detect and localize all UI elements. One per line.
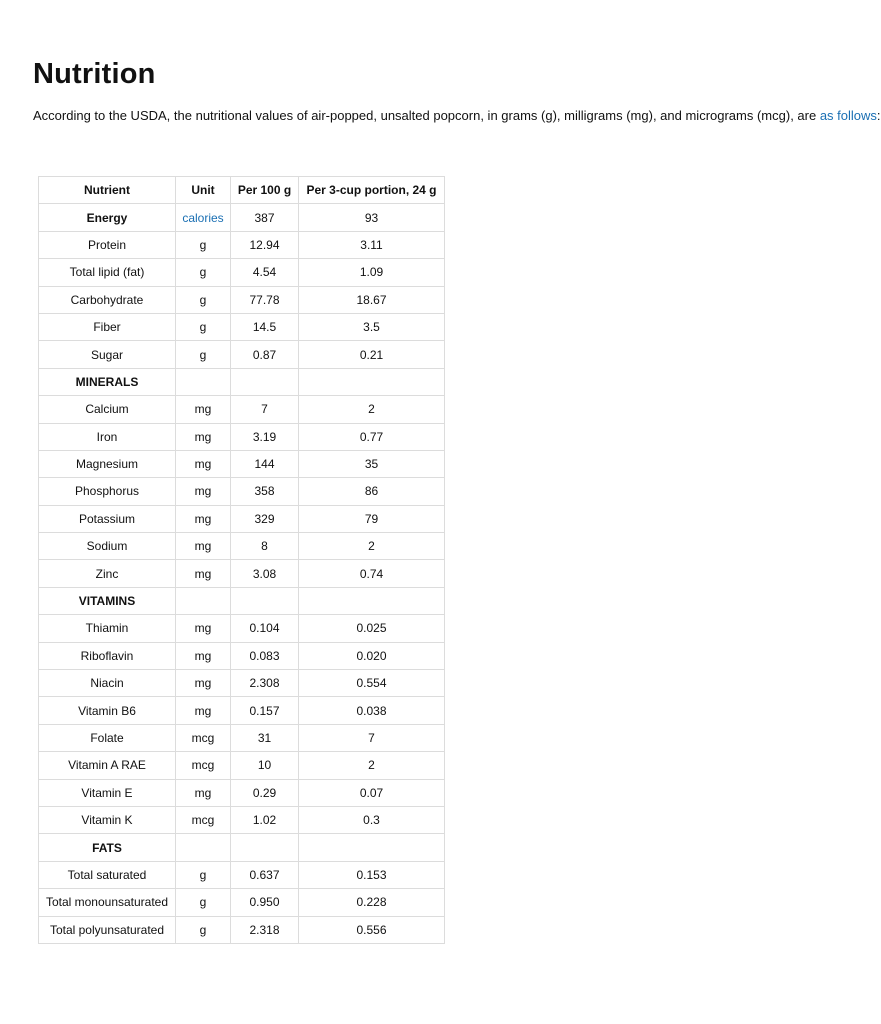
cell-per-portion (299, 368, 445, 395)
cell-per-portion: 3.5 (299, 313, 445, 340)
cell-nutrient: Phosphorus (39, 478, 176, 505)
cell-per-100g: 0.950 (231, 889, 299, 916)
cell-per-portion: 2 (299, 533, 445, 560)
cell-nutrient: Total polyunsaturated (39, 916, 176, 943)
table-row (39, 752, 445, 779)
cell-per-portion: 0.77 (299, 423, 445, 450)
cell-nutrient: Vitamin B6 (39, 697, 176, 724)
cell-unit: mg (176, 670, 231, 697)
cell-unit: mg (176, 533, 231, 560)
cell-per-portion: 35 (299, 450, 445, 477)
table-row (39, 861, 445, 888)
table-row (39, 533, 445, 560)
table-row (39, 697, 445, 724)
cell-per-portion: 0.556 (299, 916, 445, 943)
cell-unit: g (176, 259, 231, 286)
cell-nutrient: Protein (39, 231, 176, 258)
cell-nutrient: Vitamin A RAE (39, 752, 176, 779)
cell-per-portion: 79 (299, 505, 445, 532)
cell-per-100g: 0.87 (231, 341, 299, 368)
table-row (39, 368, 445, 395)
cell-nutrient: Carbohydrate (39, 286, 176, 313)
table-row (39, 889, 445, 916)
cell-per-100g: 0.104 (231, 615, 299, 642)
cell-per-100g (231, 587, 299, 614)
nutrition-table (38, 176, 445, 944)
cell-nutrient: Folate (39, 724, 176, 751)
cell-nutrient: Zinc (39, 560, 176, 587)
cell-nutrient: Calcium (39, 396, 176, 423)
cell-per-portion: 0.21 (299, 341, 445, 368)
cell-nutrient: FATS (39, 834, 176, 861)
cell-per-portion: 0.038 (299, 697, 445, 724)
cell-per-portion: 0.153 (299, 861, 445, 888)
cell-unit: mcg (176, 752, 231, 779)
cell-unit: mg (176, 478, 231, 505)
cell-per-100g: 77.78 (231, 286, 299, 313)
table-row (39, 587, 445, 614)
cell-nutrient: Vitamin K (39, 806, 176, 833)
table-row (39, 916, 445, 943)
table-row (39, 834, 445, 861)
cell-per-portion: 0.020 (299, 642, 445, 669)
cell-per-portion: 1.09 (299, 259, 445, 286)
cell-nutrient: Total lipid (fat) (39, 259, 176, 286)
intro-paragraph (33, 106, 881, 125)
cell-per-portion: 3.11 (299, 231, 445, 258)
cell-per-100g: 12.94 (231, 231, 299, 258)
cell-per-100g: 4.54 (231, 259, 299, 286)
header-per-portion: Per 3-cup portion, 24 g (299, 177, 445, 204)
cell-per-portion: 0.025 (299, 615, 445, 642)
cell-nutrient: Sugar (39, 341, 176, 368)
cell-per-100g: 3.19 (231, 423, 299, 450)
cell-unit: mcg (176, 806, 231, 833)
header-nutrient: Nutrient (39, 177, 176, 204)
cell-unit: mg (176, 615, 231, 642)
cell-unit: mg (176, 779, 231, 806)
cell-per-100g: 10 (231, 752, 299, 779)
cell-per-100g: 31 (231, 724, 299, 751)
cell-per-portion (299, 834, 445, 861)
cell-nutrient: Iron (39, 423, 176, 450)
cell-per-100g: 358 (231, 478, 299, 505)
cell-unit-link[interactable]: calories (176, 204, 231, 231)
table-row (39, 204, 445, 231)
cell-per-portion: 0.07 (299, 779, 445, 806)
cell-unit: mg (176, 423, 231, 450)
cell-per-100g: 2.318 (231, 916, 299, 943)
cell-unit: g (176, 889, 231, 916)
table-row (39, 779, 445, 806)
cell-per-portion: 7 (299, 724, 445, 751)
cell-per-portion: 18.67 (299, 286, 445, 313)
cell-nutrient: Total saturated (39, 861, 176, 888)
cell-per-100g: 0.083 (231, 642, 299, 669)
cell-unit: g (176, 231, 231, 258)
cell-unit: g (176, 341, 231, 368)
cell-per-100g: 0.29 (231, 779, 299, 806)
intro-text: According to the USDA, the nutritional values of air-popped, unsalted popcorn, in grams (g), milligrams (mg), and micrograms (mcg), are (33, 108, 820, 123)
cell-per-100g: 7 (231, 396, 299, 423)
table-row (39, 286, 445, 313)
table-body (39, 204, 445, 944)
cell-per-100g: 8 (231, 533, 299, 560)
table-header-row (39, 177, 445, 204)
cell-unit (176, 368, 231, 395)
cell-per-100g: 387 (231, 204, 299, 231)
cell-per-100g: 0.637 (231, 861, 299, 888)
cell-nutrient: MINERALS (39, 368, 176, 395)
cell-unit: mg (176, 697, 231, 724)
page-title: Nutrition (33, 58, 156, 90)
cell-per-100g: 2.308 (231, 670, 299, 697)
cell-nutrient: Riboflavin (39, 642, 176, 669)
cell-per-100g: 144 (231, 450, 299, 477)
table-row (39, 450, 445, 477)
cell-per-100g: 1.02 (231, 806, 299, 833)
header-unit: Unit (176, 177, 231, 204)
cell-nutrient: Thiamin (39, 615, 176, 642)
cell-nutrient: Sodium (39, 533, 176, 560)
table-row (39, 341, 445, 368)
cell-per-portion: 0.228 (299, 889, 445, 916)
cell-per-100g: 329 (231, 505, 299, 532)
cell-per-100g: 3.08 (231, 560, 299, 587)
cell-nutrient: Magnesium (39, 450, 176, 477)
cell-per-portion: 0.3 (299, 806, 445, 833)
cell-unit: mg (176, 396, 231, 423)
cell-per-portion: 86 (299, 478, 445, 505)
table-row (39, 615, 445, 642)
cell-per-portion: 0.74 (299, 560, 445, 587)
cell-per-100g (231, 368, 299, 395)
cell-per-100g (231, 834, 299, 861)
table-row (39, 670, 445, 697)
table-row (39, 396, 445, 423)
table-row (39, 423, 445, 450)
table-row (39, 231, 445, 258)
cell-unit: g (176, 313, 231, 340)
cell-nutrient: Total monounsaturated (39, 889, 176, 916)
cell-per-portion: 0.554 (299, 670, 445, 697)
cell-unit (176, 834, 231, 861)
cell-nutrient: Fiber (39, 313, 176, 340)
cell-unit: g (176, 916, 231, 943)
table-row (39, 806, 445, 833)
cell-per-portion: 2 (299, 752, 445, 779)
header-per-100g: Per 100 g (231, 177, 299, 204)
cell-unit: g (176, 286, 231, 313)
cell-per-portion: 93 (299, 204, 445, 231)
cell-unit: mg (176, 560, 231, 587)
cell-nutrient: Potassium (39, 505, 176, 532)
cell-per-portion (299, 587, 445, 614)
cell-per-portion: 2 (299, 396, 445, 423)
table-row (39, 642, 445, 669)
cell-unit: mg (176, 505, 231, 532)
table-row (39, 724, 445, 751)
cell-unit: mg (176, 450, 231, 477)
cell-unit: mcg (176, 724, 231, 751)
cell-per-100g: 0.157 (231, 697, 299, 724)
cell-nutrient: Niacin (39, 670, 176, 697)
table-row (39, 478, 445, 505)
table-row (39, 313, 445, 340)
cell-unit: g (176, 861, 231, 888)
cell-unit: mg (176, 642, 231, 669)
table-row (39, 505, 445, 532)
cell-nutrient: Energy (39, 204, 176, 231)
table-row (39, 259, 445, 286)
cell-per-100g: 14.5 (231, 313, 299, 340)
cell-unit (176, 587, 231, 614)
table-row (39, 560, 445, 587)
as-follows-link[interactable]: as follows (819, 108, 877, 123)
cell-nutrient: Vitamin E (39, 779, 176, 806)
intro-colon: : (876, 108, 881, 123)
cell-nutrient: VITAMINS (39, 587, 176, 614)
